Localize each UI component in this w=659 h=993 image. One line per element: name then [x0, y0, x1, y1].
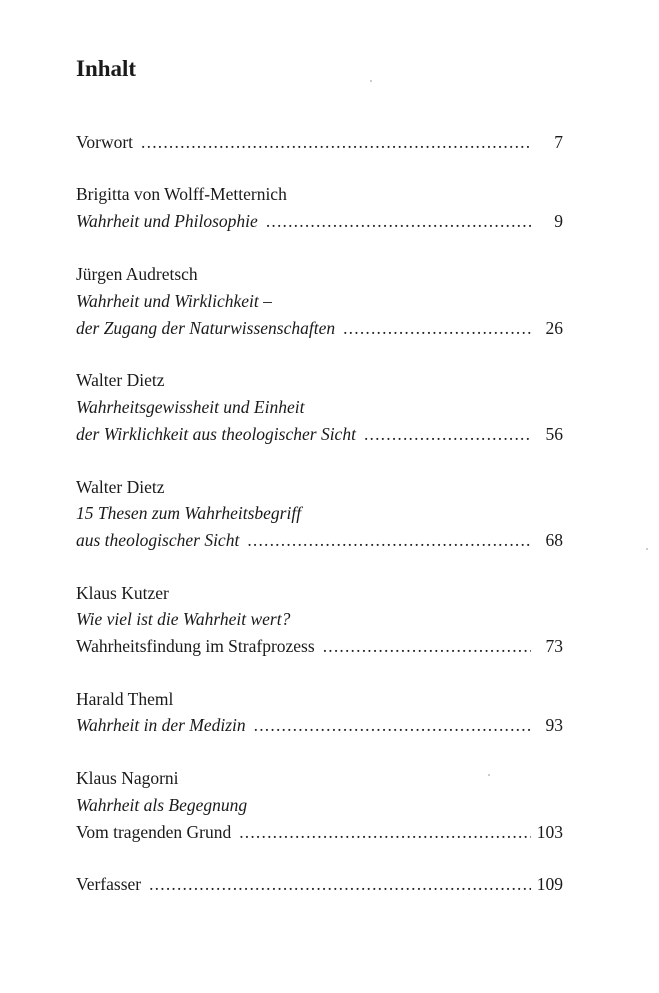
entry-author: Walter Dietz: [76, 370, 165, 390]
entry-title: der Wirklichkeit aus theologischer Sicht: [76, 424, 356, 444]
page-number: 7: [554, 132, 563, 152]
entry-title: Wie viel ist die Wahrheit wert?: [76, 609, 291, 629]
dot-leader: [364, 421, 531, 447]
dot-leader: [343, 315, 531, 341]
toc-entry-wahrheit-und-wirklichkeit[interactable]: [76, 315, 563, 341]
entry-title: Wahrheit und Philosophie: [76, 211, 258, 231]
toc-entry-wahrheitsfindung[interactable]: [76, 633, 563, 659]
dot-leader: [323, 633, 531, 659]
dot-leader: [141, 129, 531, 155]
entry-label: Verfasser: [76, 874, 142, 894]
page-number: 109: [536, 874, 563, 894]
entry-title: Wahrheit und Wirklichkeit –: [76, 291, 272, 311]
scan-speck: [646, 548, 648, 550]
toc-entry-wahrheit-und-philosophie[interactable]: [76, 208, 563, 234]
dot-leader: [266, 208, 531, 234]
scan-speck: [488, 774, 490, 776]
entry-title: Wahrheitsgewissheit und Einheit: [76, 397, 305, 417]
entry-subtitle: Vom tragenden Grund: [76, 822, 232, 842]
entry-title: Wahrheit in der Medizin: [76, 715, 246, 735]
page-title: Inhalt: [76, 56, 137, 81]
dot-leader: [239, 819, 531, 845]
entry-author: Klaus Kutzer: [76, 583, 169, 603]
entry-author: Brigitta von Wolff-Metternich: [76, 184, 287, 204]
dot-leader: [149, 871, 531, 897]
entry-title: Wahrheit als Begegnung: [76, 795, 248, 815]
page-number: 103: [536, 822, 563, 842]
entry-label: Vorwort: [76, 132, 134, 152]
page-number: 93: [545, 715, 563, 735]
page-number: 73: [545, 636, 563, 656]
page-number: 9: [554, 211, 563, 231]
toc-entry-vorwort[interactable]: [76, 129, 563, 155]
entry-author: Walter Dietz: [76, 477, 165, 497]
entry-title: aus theologischer Sicht: [76, 530, 240, 550]
entry-subtitle: Wahrheitsfindung im Strafprozess: [76, 636, 315, 656]
entry-author: Klaus Nagorni: [76, 768, 179, 788]
entry-title: 15 Thesen zum Wahrheitsbegriff: [76, 503, 302, 523]
toc-entry-wahrheitsgewissheit[interactable]: [76, 421, 563, 447]
dot-leader: [247, 527, 531, 553]
entry-author: Jürgen Audretsch: [76, 264, 198, 284]
toc-entry-vom-tragenden-grund[interactable]: [76, 819, 563, 845]
page-number: 68: [545, 530, 563, 550]
scan-speck: [370, 80, 372, 82]
entry-author: Harald Theml: [76, 689, 174, 709]
page-number: 26: [545, 318, 563, 338]
toc-entry-verfasser[interactable]: [76, 871, 563, 897]
toc-entry-15-thesen[interactable]: [76, 527, 563, 553]
dot-leader: [254, 712, 531, 738]
toc-entry-wahrheit-in-der-medizin[interactable]: [76, 712, 563, 738]
entry-title: der Zugang der Naturwissenschaften: [76, 318, 336, 338]
page-number: 56: [545, 424, 563, 444]
